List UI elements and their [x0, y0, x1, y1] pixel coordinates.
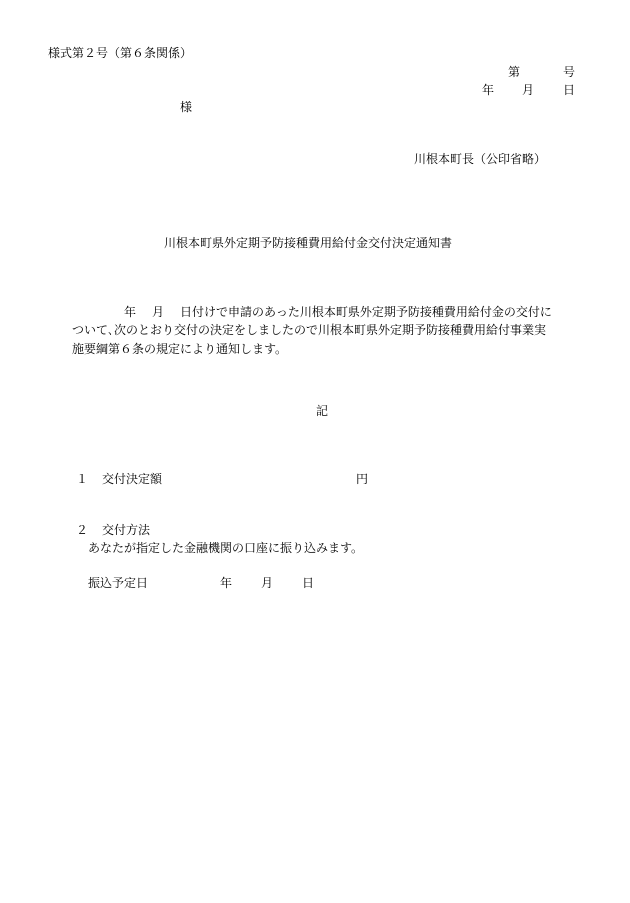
- item1-unit: 円: [356, 472, 369, 486]
- transfer-year: 年: [220, 576, 233, 590]
- body-line1-year: 年: [124, 305, 137, 319]
- body-line3-text: 施要綱第６条の規定により通知します。: [72, 342, 288, 356]
- form-number-label: 様式第２号（第６条関係）: [48, 46, 193, 60]
- issuer-name: 川根本町長（公印省略）: [414, 152, 547, 166]
- date-day: 日: [563, 83, 576, 97]
- body-line2-text: ついて､次のとおり交付の決定をしましたので川根本町県外定期予防接種費用給付事業実: [72, 323, 547, 337]
- transfer-day: 日: [302, 576, 315, 590]
- date-month: 月: [522, 83, 535, 97]
- item1-number: １: [76, 472, 89, 486]
- doc-number-go: 号: [563, 65, 576, 79]
- date-year: 年: [482, 83, 495, 97]
- item2-number: ２: [76, 523, 89, 537]
- item1-label: 交付決定額: [102, 472, 163, 486]
- document-title: 川根本町県外定期予防接種費用給付金交付決定通知書: [164, 236, 453, 250]
- doc-number-dai: 第: [508, 65, 521, 79]
- body-line1-text: 日付けで申請のあった川根本町県外定期予防接種費用給付金の交付に: [180, 305, 552, 319]
- body-line1-month: 月: [152, 305, 165, 319]
- transfer-month: 月: [261, 576, 274, 590]
- transfer-date-label: 振込予定日: [88, 576, 149, 590]
- item2-detail: あなたが指定した金融機関の口座に振り込みます。: [88, 541, 364, 555]
- item2-label: 交付方法: [102, 523, 151, 537]
- ki-heading: 記: [316, 404, 329, 418]
- addressee-suffix: 様: [180, 100, 193, 114]
